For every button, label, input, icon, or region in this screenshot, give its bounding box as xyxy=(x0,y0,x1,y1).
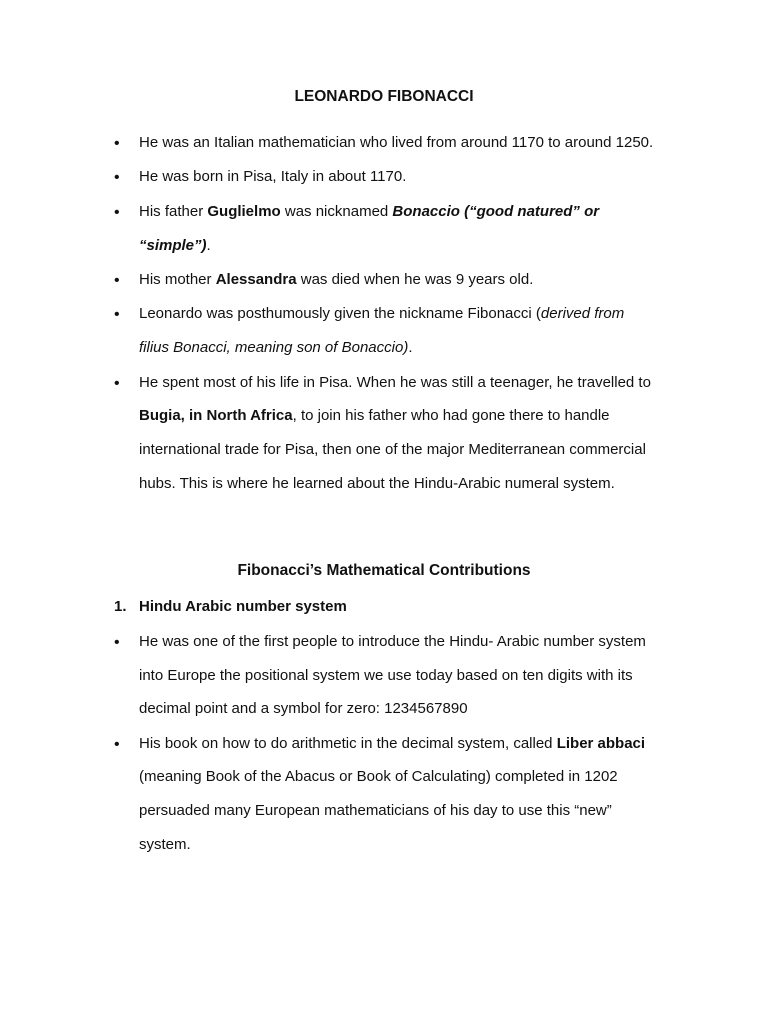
list-number: 1. xyxy=(114,598,127,615)
bullet-text-lifespan: He was an Italian mathematician who lived from around 1170 to around 1250. xyxy=(139,134,654,151)
bullet-dot: • xyxy=(114,736,120,753)
bullet-text-book-line4: system. xyxy=(139,836,191,853)
bullet-text-introduce-line2: into Europe the positional system we use today based on ten digits with its xyxy=(139,667,633,684)
bullet-text-book-line2: (meaning Book of the Abacus or Book of Calculating) completed in 1202 xyxy=(139,768,618,785)
bullet-dot: • xyxy=(114,634,120,651)
bullet-dot: • xyxy=(114,204,120,221)
bullet-text-book-line1: His book on how to do arithmetic in the decimal system, called Liber abbaci xyxy=(139,735,646,752)
bullet-text-nickname-line2: filius Bonacci, meaning son of Bonaccio). xyxy=(139,339,413,356)
bullet-text-pisa-line2: Bugia, in North Africa, to join his father who had gone there to handle xyxy=(139,407,610,424)
bullet-dot: • xyxy=(114,135,120,152)
bullet-dot: • xyxy=(114,375,120,392)
bullet-text-mother: His mother Alessandra was died when he was 9 years old. xyxy=(139,271,534,288)
bullet-dot: • xyxy=(114,306,120,323)
bullet-dot: • xyxy=(114,272,120,289)
bullet-text-pisa-line1: He spent most of his life in Pisa. When he was still a teenager, he travelled to xyxy=(139,374,651,391)
bullet-dot: • xyxy=(114,169,120,186)
bullet-text-father-line1: His father Guglielmo was nicknamed Bonaccio (“good natured” or xyxy=(139,203,600,220)
bullet-text-pisa-line4: hubs. This is where he learned about the Hindu-Arabic numeral system. xyxy=(139,475,615,492)
bullet-text-book-line3: persuaded many European mathematicians of his day to use this “new” xyxy=(139,802,612,819)
bullet-text-nickname-line1: Leonardo was posthumously given the nickname Fibonacci (derived from xyxy=(139,305,625,322)
bullet-text-birth: He was born in Pisa, Italy in about 1170. xyxy=(139,168,407,185)
document-title: LEONARDO FIBONACCI xyxy=(294,88,474,105)
numbered-item-label: Hindu Arabic number system xyxy=(139,598,347,615)
bullet-text-introduce-line3: decimal point and a symbol for zero: 1234567890 xyxy=(139,700,468,717)
bullet-text-pisa-line3: international trade for Pisa, then one of the major Mediterranean commercial xyxy=(139,441,646,458)
section-heading: Fibonacci’s Mathematical Contributions xyxy=(237,562,531,579)
bullet-text-introduce-line1: He was one of the first people to introduce the Hindu- Arabic number system xyxy=(139,633,646,650)
bullet-text-father-line2: “simple”). xyxy=(139,237,211,254)
